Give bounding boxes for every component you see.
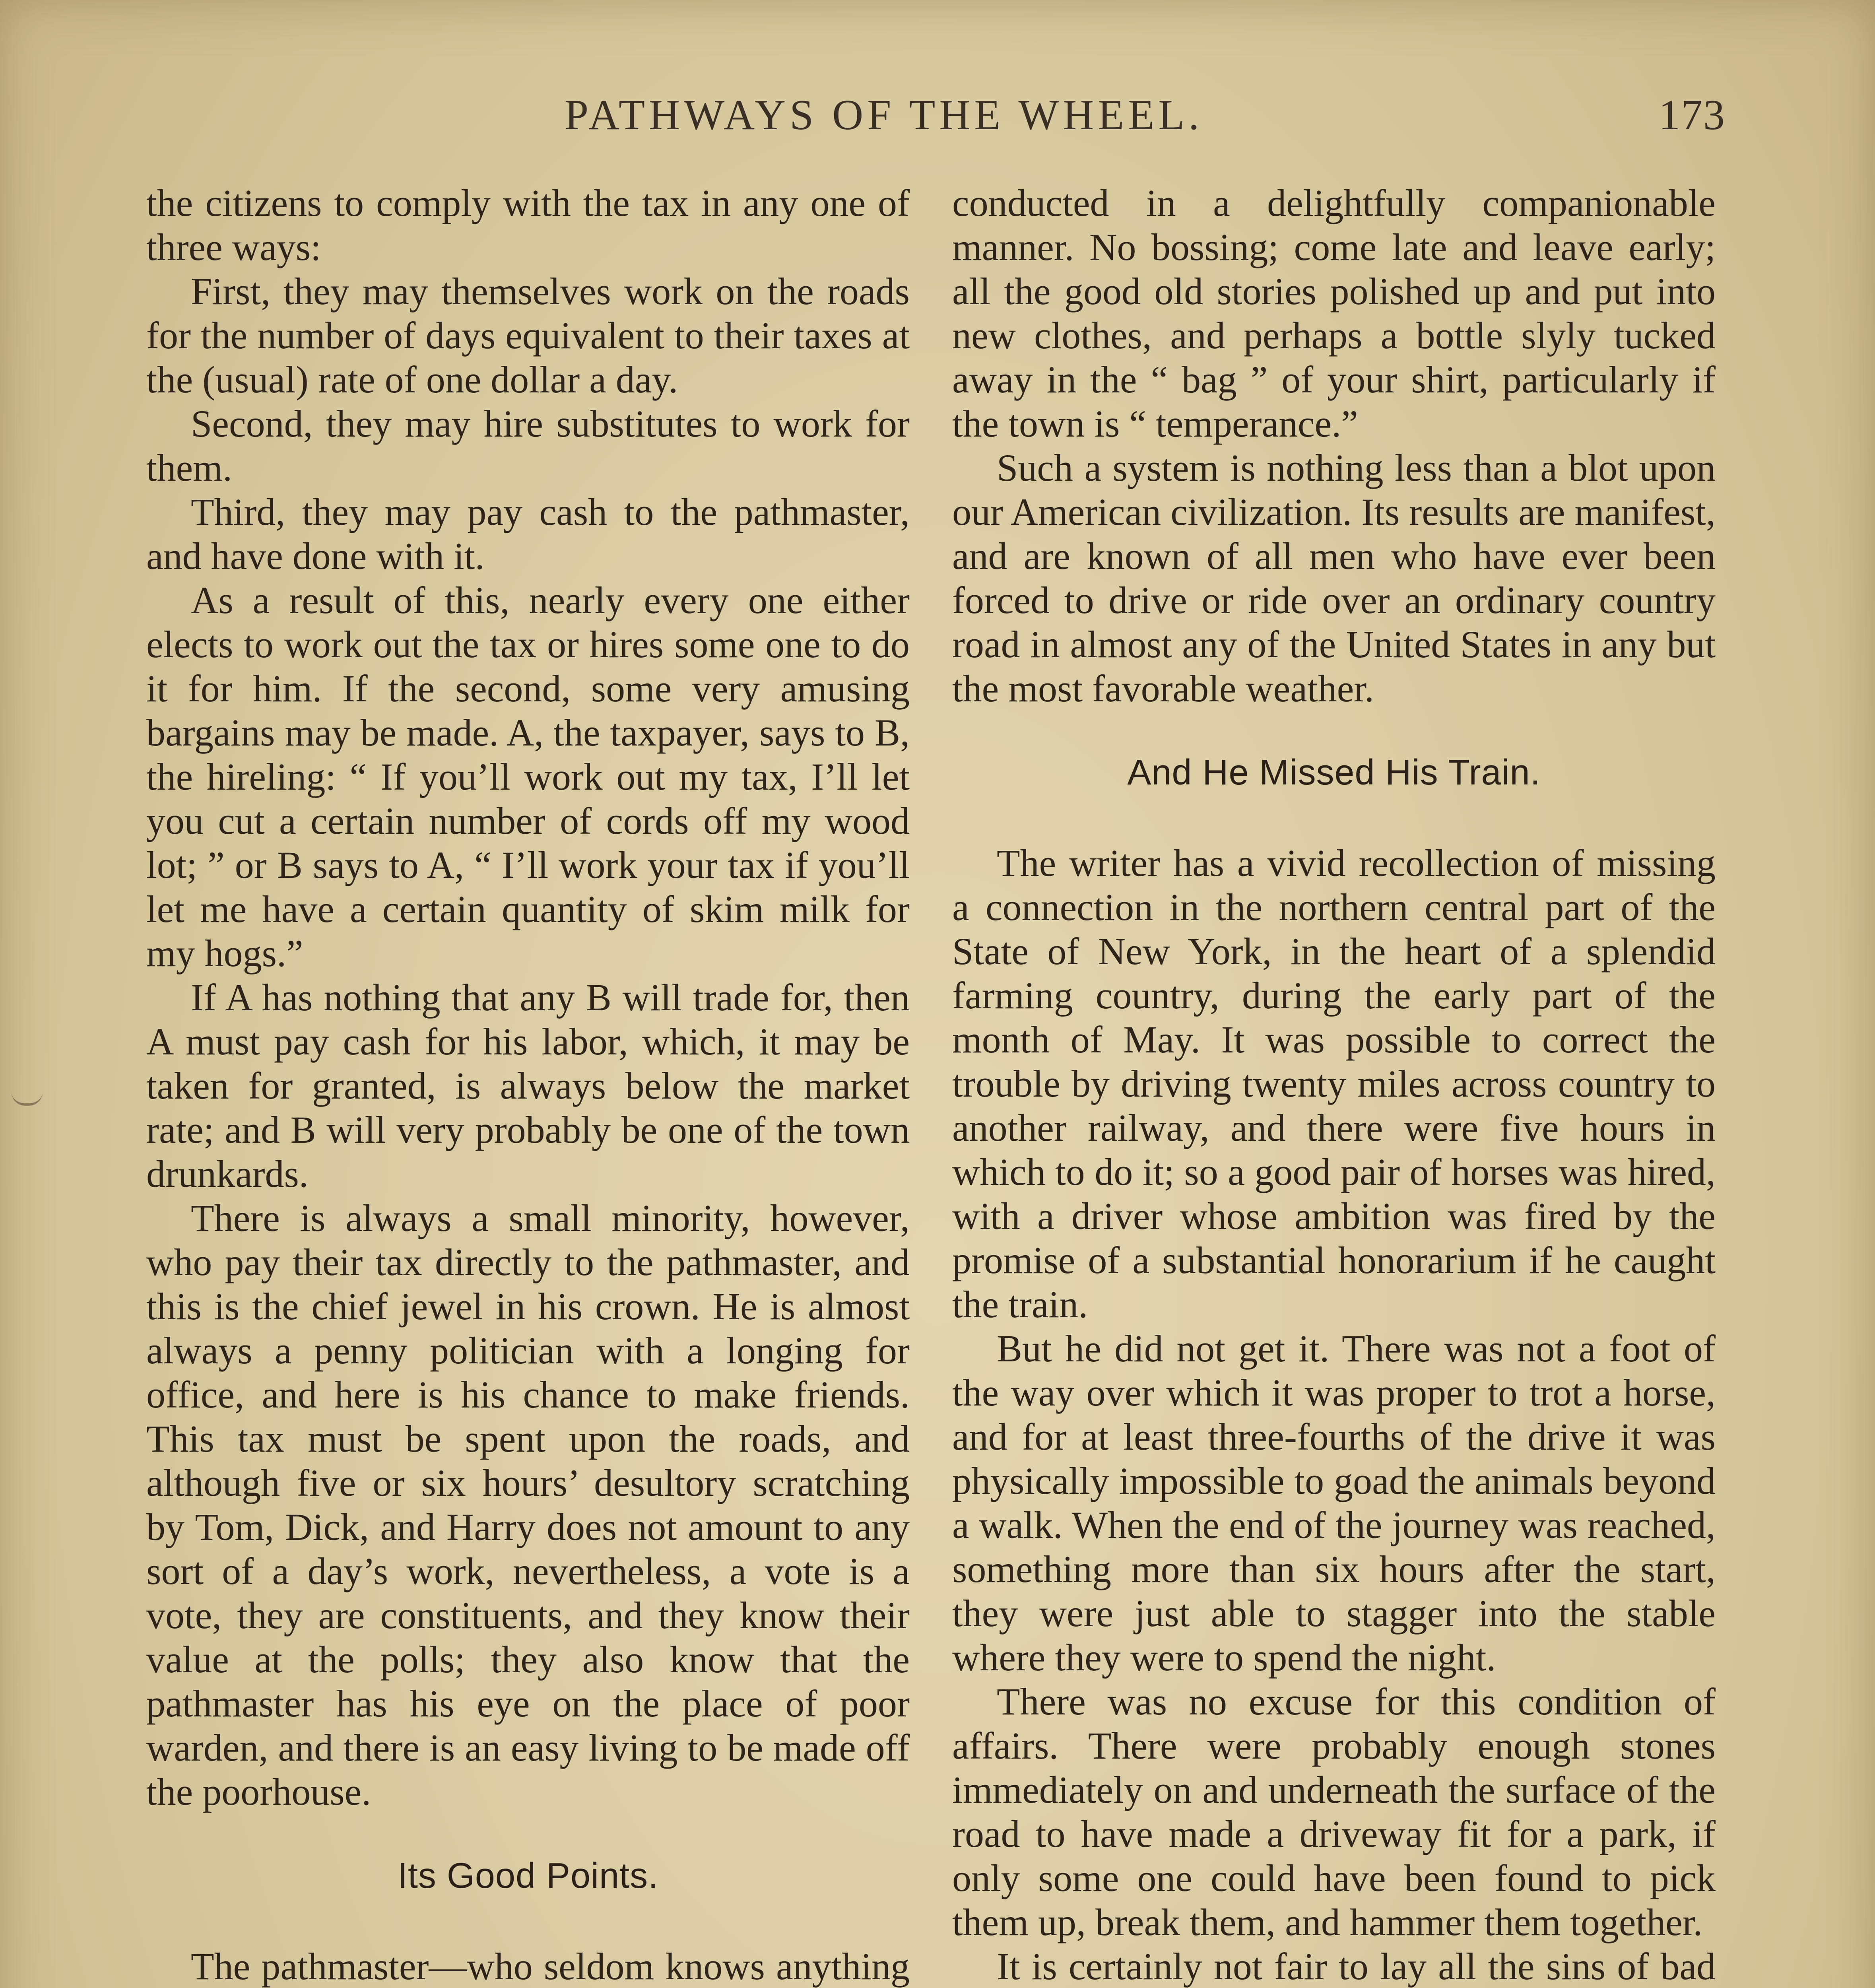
section-heading: Its Good Points. [397, 1856, 659, 1896]
margin-mark [11, 1091, 43, 1106]
paragraph: conducted in a delightfully companionable manner. No bossing; come late and leave early; all the good old stories polished up and put into new clothes, and perhaps a bottle slyly tucked away in the “ bag ” of your shirt, particularly if the town is “ temperance.” [952, 182, 1716, 445]
running-title: PATHWAYS OF THE WHEEL. [565, 91, 1203, 139]
left-column [146, 181, 910, 1988]
paragraph: But he did not get it. There was not a foot of the way over which it was proper to trot a horse, and for at least three-fourths of the drive it was physically impossible to goad the animals beyond a walk. When the end of the journey was reached, something more than six hours after the start, they were just able to stagger into the stable where they were to spend the night. [952, 1327, 1716, 1679]
paragraph: Third, they may pay cash to the pathmaster, and have done with it. [146, 491, 910, 577]
paragraph: Second, they may hire substitutes to work for them. [146, 402, 910, 489]
paragraph: the citizens to comply with the tax in any one of three ways: [146, 182, 910, 268]
paragraph: There was no excuse for this condition of affairs. There were probably enough stones immediately on and underneath the surface of the road to have made a driveway fit for a park, if only some one could have been found to pick them up, break them, and hammer them together. [952, 1680, 1716, 1943]
paragraph: There is always a small minority, however, who pay their tax directly to the pathmaster, and this is the chief jewel in his crown. He is almost always a penny politician with a longing for office, and here is his chance to make friends. This tax must be spent upon the roads, and although five or six hours’ desultory scratching by Tom, Dick, and Harry does not amount to any sort of a day’s work, nevertheless, a vote is a vote, they are constituents, and they know their value at the polls; they also know that the pathmaster has his eye on the place of poor warden, and there is an easy living to be made off the poorhouse. [146, 1197, 910, 1813]
paragraph: If A has nothing that any B will trade for, then A must pay cash for his labor, which, it may be taken for granted, is always below the market rate; and B will very probably be one of the town drunkards. [146, 976, 910, 1195]
paragraph: First, they may themselves work on the roads for the number of days equivalent to their taxes at the (usual) rate of one dollar a day. [146, 270, 910, 401]
paragraph: As a result of this, nearly every one either elects to work out the tax or hires some one to do it for him. If the second, some very amusing bargains may be made. A, the taxpayer, says to B, the hireling: “ If you’ll work out my tax, I’ll let you cut a certain number of cords off my wood lot; ” or B says to A, “ I’ll work your tax if you’ll let me have a certain quantity of skim milk for my hogs.” [146, 579, 910, 975]
paragraph: It is certainly not fair to lay all the sins of bad [997, 1945, 1716, 1988]
section-heading: And He Missed His Train. [1127, 753, 1541, 792]
paragraph: The pathmaster—who seldom knows anything [191, 1945, 910, 1988]
page-number: 173 [1659, 91, 1726, 139]
paragraph: The writer has a vivid recollection of missing a connection in the northern central part of the State of New York, in the heart of a splendid farming country, during the early part of the month of May. It was possible to correct the trouble by driving twenty miles across country to another railway, and there were five hours in which to do it; so a good pair of horses was hired, with a driver whose ambition was fired by the promise of a substantial honorarium if he caught the train. [952, 842, 1716, 1326]
page-header [147, 83, 1726, 139]
right-column [952, 181, 1716, 1988]
paragraph: Such a system is nothing less than a blot upon our American civilization. Its results are manifest, and are known of all men who have ever been forced to drive or ride over an ordinary country road in almost any of the United States in any but the most favorable weather. [952, 447, 1716, 710]
